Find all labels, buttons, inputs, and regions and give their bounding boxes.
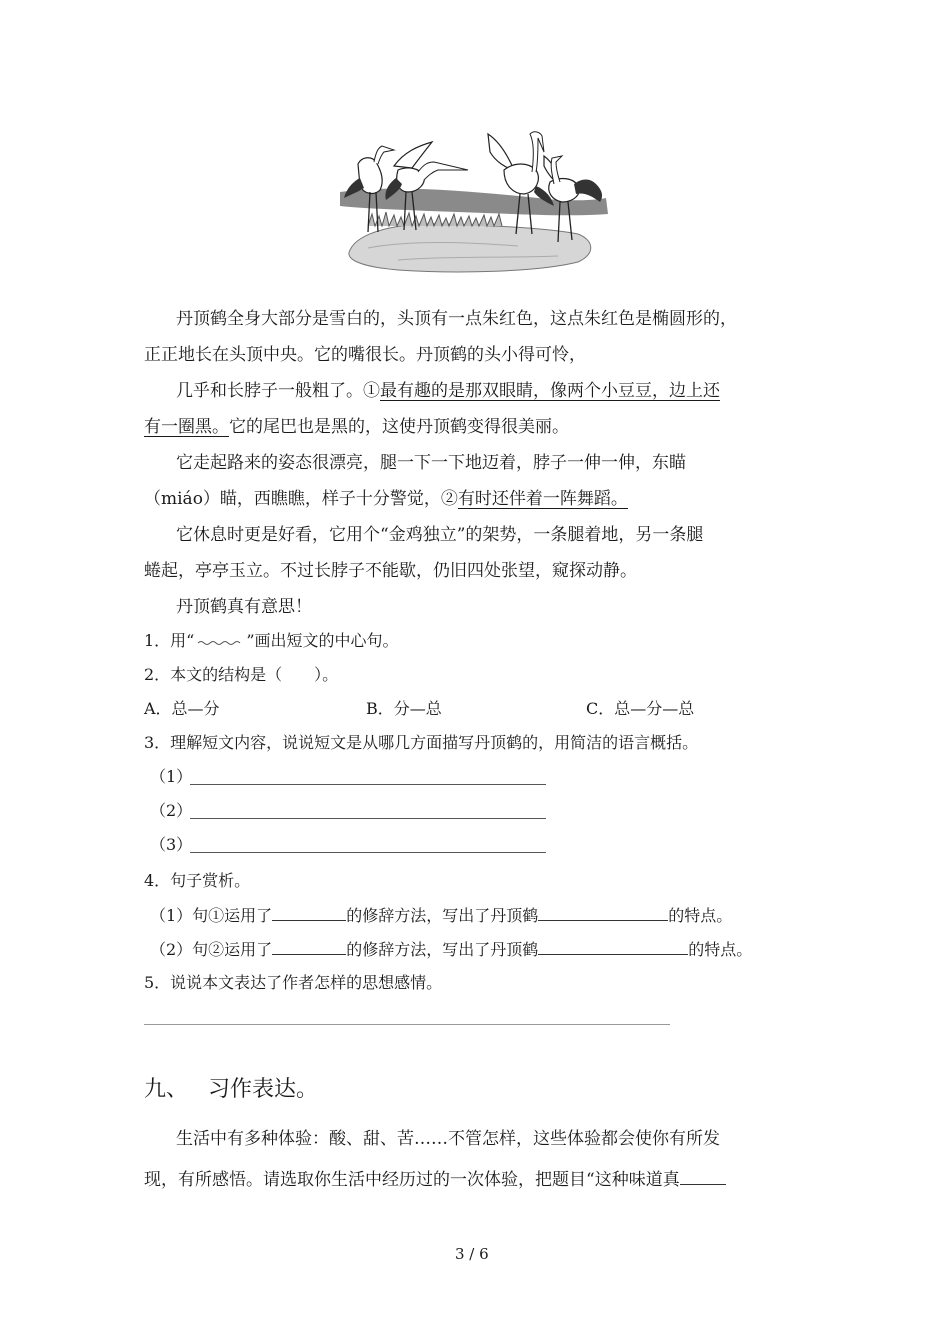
q3-answer-line-1[interactable] (190, 784, 546, 785)
section-9-heading (144, 1076, 318, 1104)
underlined-sentence-1-part1: 最有趣的是那双眼睛，像两个小豆豆，边上还 (380, 381, 720, 401)
q3-item-3-label: （3） (150, 835, 193, 854)
passage-p3-line2 (144, 488, 628, 510)
passage-p2-line1-plain: 几乎和长脖子一般粗了。① (176, 381, 380, 401)
question-1 (144, 630, 399, 652)
q4-1-blank-feature[interactable] (538, 904, 668, 921)
section-9-line2-text: 现，有所感悟。请选取你生活中经历过的一次体验，把题目“这种味道真 (144, 1170, 680, 1190)
passage-p4-line2: 蜷起，亭亭玉立。不过长脖子不能歇，仍旧四处张望，窥探动静。 (144, 561, 637, 581)
underlined-sentence-2: 有时还伴着一阵舞蹈。 (457, 489, 628, 509)
question-4-1 (150, 904, 732, 927)
question-1-suffix: ”画出短文的中心句。 (246, 631, 399, 650)
essay-title-blank[interactable] (680, 1168, 726, 1185)
question-2: 2．本文的结构是（ ）。 (144, 665, 339, 684)
section-9-line1: 生活中有多种体验：酸、甜、苦……不管怎样，这些体验都会使你有所发 (176, 1129, 720, 1149)
q3-answer-line-3[interactable] (190, 852, 546, 853)
q3-item-2-label: （2） (150, 801, 193, 820)
cranes-illustration (338, 122, 610, 274)
passage-p3-line1: 它走起路来的姿态很漂亮，腿一下一下地迈着，脖子一伸一伸，东瞄 (176, 453, 686, 473)
passage-p5: 丹顶鹤真有意思！ (176, 597, 312, 617)
q4-2-text-c: 的特点。 (688, 940, 753, 959)
passage-p1-line2: 正正地长在头顶中央。它的嘴很长。丹顶鹤的头小得可怜， (144, 345, 586, 365)
q4-2-blank-device[interactable] (272, 938, 346, 955)
q5-answer-line[interactable] (144, 1024, 670, 1025)
q4-1-text-a: （1）句①运用了 (150, 906, 273, 925)
passage-p2-line2-plain: 它的尾巴也是黑的，这使丹顶鹤变得很美丽。 (229, 417, 569, 437)
question-3: 3．理解短文内容，说说短文是从哪几方面描写丹顶鹤的，用简洁的语言概括。 (144, 733, 699, 752)
question-4: 4．句子赏析。 (144, 871, 251, 890)
option-a[interactable]: A．总—分 (144, 699, 220, 718)
passage-p3-line2-plain: （miáo）瞄，西瞧瞧，样子十分警觉，② (144, 489, 458, 509)
question-4-2 (150, 938, 752, 961)
q4-2-blank-feature[interactable] (538, 938, 688, 955)
section-9-title: 习作表达。 (208, 1077, 319, 1102)
section-9-line2 (144, 1168, 726, 1191)
passage-p4-line1: 它休息时更是好看，它用个“金鸡独立”的架势，一条腿着地，另一条腿 (176, 525, 704, 545)
underlined-sentence-1-part2: 有一圈黑。 (144, 417, 229, 437)
option-b[interactable]: B．分—总 (366, 699, 442, 718)
passage-p2-line1 (176, 380, 720, 402)
q3-answer-line-2[interactable] (190, 818, 546, 819)
q4-1-text-b: 的修辞方法，写出了丹顶鹤 (346, 906, 539, 925)
q4-2-text-b: 的修辞方法，写出了丹顶鹤 (346, 940, 539, 959)
wavy-underline-icon (194, 632, 246, 646)
q4-1-text-c: 的特点。 (668, 906, 733, 925)
question-1-prefix: 1．用“ (144, 631, 195, 650)
page-number: 3 / 6 (455, 1245, 489, 1263)
option-c[interactable]: C．总—分—总 (586, 699, 695, 718)
section-9-number: 九、 (144, 1077, 189, 1102)
passage-p1-line1: 丹顶鹤全身大部分是雪白的，头顶有一点朱红色，这点朱红色是椭圆形的， (176, 309, 737, 329)
q3-item-1-label: （1） (150, 767, 193, 786)
question-5: 5．说说本文表达了作者怎样的思想感情。 (144, 973, 443, 992)
q4-2-text-a: （2）句②运用了 (150, 940, 273, 959)
passage-p2-line2 (144, 416, 569, 438)
q4-1-blank-device[interactable] (272, 904, 346, 921)
